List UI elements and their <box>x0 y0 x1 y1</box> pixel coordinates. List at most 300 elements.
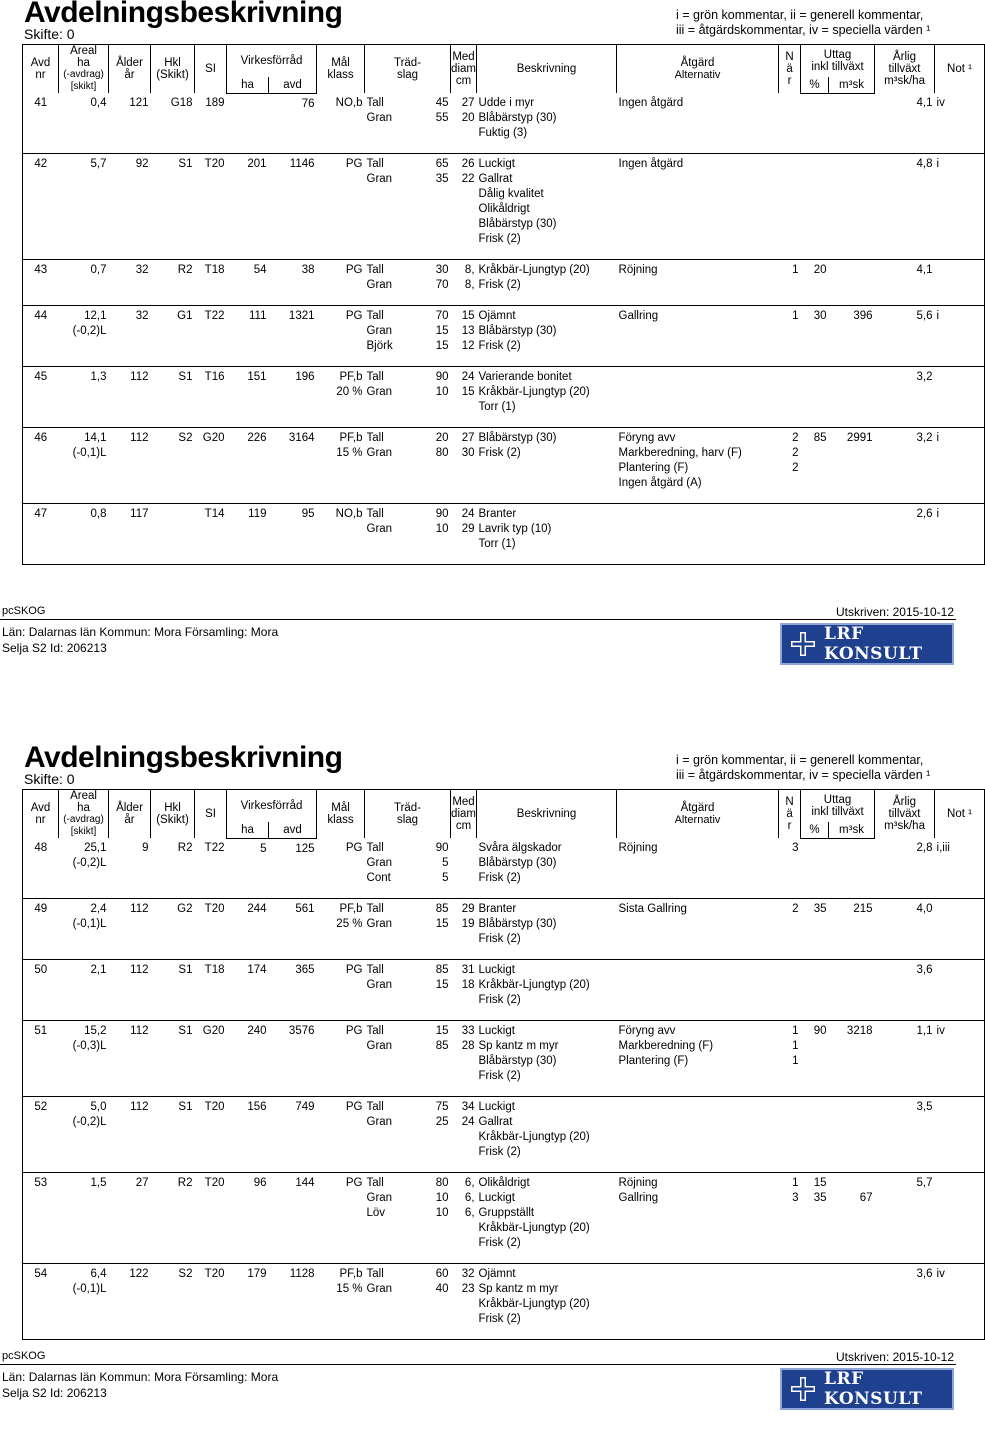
mal-value <box>317 154 365 260</box>
nar-value <box>779 93 801 154</box>
atgard-text <box>617 838 779 899</box>
tradslag-andel-line: 15 <box>435 340 449 352</box>
diam-value-line: 27 <box>461 432 475 444</box>
tradslag-andel-line: 85 <box>435 964 449 976</box>
tradslag-andel-line: 10 <box>435 1192 449 1204</box>
arlig-tillvaxt-value: 5,7 <box>916 1177 933 1189</box>
col-alder-text: år <box>124 814 135 826</box>
arlig-tillvaxt-value: 5,6 <box>916 310 933 322</box>
col-atgard-text: Alternativ <box>674 814 721 826</box>
nar-value <box>779 504 801 565</box>
hkl-value: S2 <box>178 432 193 444</box>
vf-ha-value: 151 <box>247 371 267 383</box>
uttag-m3sk-value <box>829 504 875 565</box>
areal-value-line: 5,7 <box>90 158 107 170</box>
beskrivning-text-line: Luckigt <box>478 1192 515 1204</box>
arlig-tillvaxt-value: 3,6 <box>916 964 933 976</box>
si-value: T20 <box>204 1177 225 1189</box>
mal-value-line: NO,b <box>335 97 363 109</box>
not-value <box>935 960 985 1021</box>
tradslag-andel-line: 80 <box>435 447 449 459</box>
beskrivning-text-line: Blåbärstyp (30) <box>478 325 557 337</box>
diam-value <box>451 1021 477 1097</box>
col-avd-text: nr <box>35 814 46 826</box>
beskrivning-text-line: Frisk (2) <box>478 279 521 291</box>
nar-value-line: 2 <box>792 462 799 474</box>
diam-value-line: 6, <box>464 1207 475 1219</box>
col-diam-text: diam <box>451 808 476 820</box>
col-uttag-m3sk <box>829 822 875 838</box>
beskrivning-text-line: Gruppställt <box>478 1207 535 1219</box>
col-mal <box>317 790 365 839</box>
col-arlig-text: m³sk/ha <box>884 820 925 832</box>
tradslag-andel-line: 90 <box>435 842 449 854</box>
not-value: i,iii <box>936 842 950 854</box>
col-atgard-text: Alternativ <box>674 69 721 81</box>
uttag-pct-value <box>801 154 829 260</box>
col-vf-ha-text: ha <box>241 823 254 836</box>
col-mal-text: klass <box>327 814 354 826</box>
diam-value-line: 34 <box>461 1101 475 1113</box>
diam-value <box>451 1173 477 1264</box>
col-nar <box>779 45 801 94</box>
tradslag-andel <box>417 504 451 565</box>
col-nar-text: N <box>785 51 794 63</box>
avd-number: 45 <box>34 371 48 383</box>
beskrivning-text-line: Torr (1) <box>478 401 516 413</box>
legend-line-1: i = grön kommentar, ii = generell kommentar, <box>676 753 924 767</box>
not-value: i <box>936 310 940 322</box>
property-id: Selja S2 Id: 206213 <box>2 641 107 655</box>
areal-value-line: 6,4 <box>90 1268 107 1280</box>
si-value: 189 <box>205 97 225 109</box>
tradslag-name-line: Tall <box>366 371 384 383</box>
col-diam <box>451 45 477 94</box>
nar-value-line: 1 <box>792 1177 799 1189</box>
diam-value-line <box>453 871 475 886</box>
stand-row <box>23 1021 985 1097</box>
tradslag-andel-line: 15 <box>435 1025 449 1037</box>
atgard-text <box>617 306 779 367</box>
mal-value-line: PG <box>345 842 363 854</box>
uttag-pct-value <box>801 1264 829 1340</box>
nar-value <box>779 306 801 367</box>
hkl-value: S1 <box>178 158 193 170</box>
col-avd-text: nr <box>35 69 46 81</box>
beskrivning-text-line: Dålig kvalitet <box>478 188 544 200</box>
areal-value-line: 15,2 <box>84 1025 107 1037</box>
col-uttag-text: Uttag <box>823 48 852 61</box>
diam-value-line: 33 <box>461 1025 475 1037</box>
lrf-emblem-icon <box>790 631 816 657</box>
vf-avd-value: 196 <box>295 371 315 383</box>
alder-value: 9 <box>142 842 149 854</box>
tradslag-andel <box>417 306 451 367</box>
col-uttag <box>801 45 875 77</box>
avd-number: 46 <box>34 432 48 444</box>
col-diam-text: diam <box>451 63 476 75</box>
not-value <box>935 260 985 306</box>
col-virkesforrad <box>227 790 317 822</box>
nar-value <box>779 1097 801 1173</box>
vf-ha-value: 226 <box>247 432 267 444</box>
col-avd-text: Avd <box>30 57 51 69</box>
tradslag-name-line: Tall <box>366 508 384 520</box>
tradslag-andel-line: 70 <box>435 310 449 322</box>
col-si-text: SI <box>205 63 216 75</box>
hkl-value: G2 <box>177 903 193 915</box>
areal-value <box>59 428 109 504</box>
uttag-pct-value-line: 20 <box>813 264 827 276</box>
col-arlig-text: tillväxt <box>888 63 921 75</box>
col-mal-text: Mål <box>331 802 350 814</box>
beskrivning-text <box>477 838 617 899</box>
tradslag-andel-line: 75 <box>435 1101 449 1113</box>
si-value: T20 <box>204 158 225 170</box>
diam-value-line: 15 <box>461 386 475 398</box>
col-arlig-text: Årlig <box>893 796 917 808</box>
col-uttag-m3sk-text: m³sk <box>839 823 864 836</box>
beskrivning-text-line: Frisk (2) <box>478 994 521 1006</box>
nar-value-line: 1 <box>792 1055 799 1067</box>
vf-ha-value: 96 <box>253 1177 267 1189</box>
vf-ha-value: 201 <box>247 158 267 170</box>
atgard-text <box>617 1173 779 1264</box>
beskrivning-text-line: Luckigt <box>478 964 515 976</box>
mal-value-line: PG <box>345 1177 363 1189</box>
atgard-text <box>617 428 779 504</box>
tradslag-name-line: Gran <box>366 279 393 291</box>
vf-avd-value: 38 <box>301 264 315 276</box>
si-value: T20 <box>204 1268 225 1280</box>
si-value: G20 <box>202 1025 225 1037</box>
col-tradslag-text: slag <box>396 69 419 81</box>
beskrivning-text-line: Branter <box>478 508 517 520</box>
areal-value <box>59 1097 109 1173</box>
avd-number: 53 <box>34 1177 48 1189</box>
beskrivning-text-line: Luckigt <box>478 1101 515 1113</box>
mal-value-line: NO,b <box>335 508 363 520</box>
tradslag-name-line: Tall <box>366 1025 384 1037</box>
diam-value-line: 26 <box>461 158 475 170</box>
col-areal-text: (-avdrag) <box>63 814 104 825</box>
tradslag-andel <box>417 367 451 428</box>
col-vf-ha <box>227 77 269 93</box>
beskrivning-text-line: Frisk (2) <box>478 933 521 945</box>
tradslag-name <box>365 154 417 260</box>
diam-value-line: 23 <box>461 1283 475 1295</box>
col-uttag-pct <box>801 822 829 838</box>
mal-value <box>317 899 365 960</box>
arlig-tillvaxt-value: 4,0 <box>916 903 933 915</box>
vf-ha-value: 156 <box>247 1101 267 1113</box>
footer-divider <box>0 1364 956 1365</box>
tradslag-name-line: Cont <box>366 872 391 884</box>
tradslag-andel-line: 40 <box>435 1283 449 1295</box>
areal-value <box>59 1264 109 1340</box>
alder-value: 112 <box>130 432 149 444</box>
atgard-text-line: Plantering (F) <box>618 1055 689 1067</box>
atgard-text-line: Röjning <box>618 1177 658 1189</box>
uttag-m3sk-value-line: 215 <box>853 903 873 915</box>
beskrivning-text-line: Blåbärstyp (30) <box>478 432 557 444</box>
col-not <box>935 790 985 839</box>
col-virkesforrad-text: Virkesförråd <box>240 799 303 812</box>
tradslag-andel-line: 10 <box>435 386 449 398</box>
beskrivning-text <box>477 428 617 504</box>
diam-value-line: 18 <box>461 979 475 991</box>
uttag-m3sk-value <box>829 1173 875 1264</box>
diam-value-line <box>453 856 475 871</box>
mal-value <box>317 1097 365 1173</box>
vf-ha-value: 111 <box>249 310 267 322</box>
nar-value <box>779 1173 801 1264</box>
nar-value-line: 2 <box>792 432 799 444</box>
si-value: T16 <box>204 371 225 383</box>
diam-value-line: 8, <box>464 264 475 276</box>
areal-value-line: (-0,2)L <box>72 857 107 869</box>
diam-value-line: 27 <box>461 97 475 109</box>
tradslag-name-line: Tall <box>366 964 384 976</box>
mal-value <box>317 428 365 504</box>
col-vf-avd <box>269 77 317 93</box>
atgard-text <box>617 899 779 960</box>
tradslag-andel-line: 70 <box>435 279 449 291</box>
beskrivning-text-line: Sp kantz m myr <box>478 1040 559 1052</box>
beskrivning-text <box>477 154 617 260</box>
nar-value <box>779 838 801 899</box>
areal-value-line: 25,1 <box>84 842 107 854</box>
vf-avd-value: 365 <box>295 964 315 976</box>
pcskog-label: pcSKOG <box>2 1350 46 1362</box>
tradslag-andel-line: 10 <box>435 523 449 535</box>
stand-row <box>23 1264 985 1340</box>
not-value: i <box>936 508 940 520</box>
si-value: T18 <box>204 964 225 976</box>
hkl-value: S1 <box>178 1025 193 1037</box>
stand-table <box>22 789 985 1340</box>
uttag-m3sk-value <box>829 367 875 428</box>
atgard-text-line: Föryng avv <box>618 432 676 444</box>
table-header <box>23 790 985 839</box>
uttag-m3sk-value <box>829 93 875 154</box>
atgard-text-line: Gallring <box>618 310 659 322</box>
areal-value <box>59 260 109 306</box>
diam-value <box>451 504 477 565</box>
beskrivning-text-line: Luckigt <box>478 1025 515 1037</box>
diam-value <box>451 899 477 960</box>
col-mal-text: klass <box>327 69 354 81</box>
diam-value <box>451 428 477 504</box>
avd-number: 52 <box>34 1101 48 1113</box>
tradslag-name <box>365 93 417 154</box>
avd-number: 51 <box>34 1025 48 1037</box>
si-value: T20 <box>204 903 225 915</box>
nar-value <box>779 260 801 306</box>
skifte-label: Skifte: 0 <box>24 771 75 787</box>
col-alder-text: Ålder <box>116 57 143 69</box>
col-virkesforrad-text: Virkesförråd <box>240 54 303 67</box>
col-areal-text: (-avdrag) <box>63 69 104 80</box>
areal-value-line: (-0,2)L <box>72 1116 107 1128</box>
beskrivning-text-line: Gallrat <box>478 1116 513 1128</box>
col-uttag-text: inkl tillväxt <box>811 60 864 73</box>
col-si <box>195 790 227 839</box>
vf-avd-value: 3164 <box>288 432 315 444</box>
tradslag-name-line: Tall <box>366 1177 384 1189</box>
tradslag-name-line: Gran <box>366 1283 393 1295</box>
col-uttag-text: inkl tillväxt <box>811 805 864 818</box>
lrf-konsult-logo <box>780 1368 954 1410</box>
mal-value-line: 20 % <box>336 386 363 398</box>
tradslag-name-line: Tall <box>366 264 384 276</box>
mal-value-line: PF,b <box>339 1268 363 1280</box>
uttag-pct-value <box>801 93 829 154</box>
alder-value: 32 <box>135 264 149 276</box>
tradslag-name-line: Tall <box>366 310 384 322</box>
col-tradslag <box>365 790 451 839</box>
uttag-m3sk-value <box>829 1264 875 1340</box>
arlig-tillvaxt-value: 4,8 <box>916 158 933 170</box>
beskrivning-text-line: Kråkbär-Ljungtyp (20) <box>478 979 590 991</box>
col-not-text: Not ¹ <box>947 808 972 820</box>
col-alder-text: år <box>124 69 135 81</box>
areal-value-line: 1,5 <box>90 1177 107 1189</box>
diam-value-line: 22 <box>461 173 475 185</box>
mal-value-line: PG <box>345 1101 363 1113</box>
uttag-pct-value <box>801 838 829 899</box>
uttag-pct-value <box>801 1021 829 1097</box>
report-page-2 <box>0 741 972 1435</box>
col-arlig <box>875 45 935 94</box>
col-avd <box>23 790 59 839</box>
si-value: T22 <box>204 310 225 322</box>
col-diam-text: Med <box>452 796 475 808</box>
beskrivning-text-line: Varierande bonitet <box>478 371 572 383</box>
uttag-m3sk-value-line: 67 <box>859 1192 873 1204</box>
tradslag-name-line: Gran <box>366 979 393 991</box>
col-hkl <box>151 45 195 94</box>
footer-divider <box>0 619 956 620</box>
tradslag-name-line: Gran <box>366 1116 393 1128</box>
diam-value <box>451 838 477 899</box>
areal-value <box>59 504 109 565</box>
legend-line-1: i = grön kommentar, ii = generell kommentar, <box>676 8 924 22</box>
report-page-1 <box>0 0 972 690</box>
beskrivning-text-line: Blåbärstyp (30) <box>478 112 557 124</box>
mal-value <box>317 1264 365 1340</box>
col-si <box>195 45 227 94</box>
beskrivning-text-line: Udde i myr <box>478 97 535 109</box>
stand-row <box>23 504 985 565</box>
atgard-text <box>617 367 779 428</box>
tradslag-andel-line: 10 <box>435 1207 449 1219</box>
beskrivning-text-line: Frisk (2) <box>478 1237 521 1249</box>
print-date: Utskriven: 2015-10-12 <box>835 1350 954 1364</box>
beskrivning-text <box>477 306 617 367</box>
beskrivning-text-line: Frisk (2) <box>478 872 521 884</box>
diam-value <box>451 1097 477 1173</box>
vf-avd-value: 76 <box>301 97 315 110</box>
col-avd <box>23 45 59 94</box>
diam-value-line: 19 <box>461 918 475 930</box>
si-value: T18 <box>204 264 225 276</box>
vf-ha-value: 119 <box>248 508 267 520</box>
col-uttag-pct-text: % <box>809 78 820 91</box>
tradslag-name <box>365 838 417 899</box>
hkl-value: S1 <box>178 1101 193 1113</box>
tradslag-andel-line: 30 <box>435 264 449 276</box>
mal-value-line: 15 % <box>336 447 363 459</box>
arlig-tillvaxt-value: 3,5 <box>916 1101 933 1113</box>
tradslag-name <box>365 960 417 1021</box>
tradslag-andel <box>417 899 451 960</box>
tradslag-andel-line: 85 <box>435 1040 449 1052</box>
tradslag-name-line: Gran <box>366 173 393 185</box>
hkl-value: S1 <box>178 371 193 383</box>
not-value: i <box>936 432 940 444</box>
areal-value <box>59 1173 109 1264</box>
col-uttag-text: Uttag <box>823 793 852 806</box>
col-mal <box>317 45 365 94</box>
stand-row <box>23 428 985 504</box>
col-tradslag-text: slag <box>396 814 419 826</box>
col-atgard-text: Åtgärd <box>680 802 715 814</box>
alder-value: 112 <box>130 903 149 915</box>
page-title: Avdelningsbeskrivning <box>24 741 343 774</box>
tradslag-andel-line: 20 <box>435 432 449 444</box>
vf-ha-value <box>227 93 269 154</box>
beskrivning-text-line: Torr (1) <box>478 538 516 550</box>
col-beskrivning-text: Beskrivning <box>516 63 577 75</box>
beskrivning-text-line: Branter <box>478 903 517 915</box>
arlig-tillvaxt-value: 3,6 <box>916 1268 933 1280</box>
col-uttag-pct <box>801 77 829 93</box>
areal-value-line: 0,8 <box>90 508 107 520</box>
col-arlig-text: m³sk/ha <box>884 75 925 87</box>
logo-text: LRF KONSULT <box>824 1369 923 1409</box>
diam-value-line: 12 <box>461 340 475 352</box>
uttag-m3sk-value <box>829 154 875 260</box>
alder-value: 27 <box>135 1177 149 1189</box>
tradslag-name-line: Björk <box>366 340 393 352</box>
si-value: T14 <box>204 508 225 520</box>
col-beskrivning <box>477 45 617 94</box>
beskrivning-text-line: Svåra älgskador <box>478 842 562 854</box>
nar-value <box>779 899 801 960</box>
comment-legend <box>676 753 930 783</box>
vf-ha-value: 179 <box>247 1268 267 1280</box>
lrf-emblem-icon <box>790 1376 816 1402</box>
avd-number: 42 <box>34 158 48 170</box>
col-diam-text: Med <box>452 51 475 63</box>
hkl-value: S1 <box>178 964 193 976</box>
diam-value-line: 24 <box>461 1116 475 1128</box>
stand-row <box>23 93 985 154</box>
diam-value-line: 29 <box>461 903 475 915</box>
col-not <box>935 45 985 94</box>
si-value: G20 <box>202 432 225 444</box>
stand-row <box>23 1097 985 1173</box>
beskrivning-text-line: Ojämnt <box>478 310 516 322</box>
areal-value <box>59 367 109 428</box>
tradslag-andel-line: 15 <box>435 918 449 930</box>
tradslag-name-line: Tall <box>366 158 384 170</box>
arlig-tillvaxt-value: 2,8 <box>916 842 933 854</box>
tradslag-andel-line: 25 <box>435 1116 449 1128</box>
diam-value <box>451 154 477 260</box>
tradslag-andel <box>417 1021 451 1097</box>
